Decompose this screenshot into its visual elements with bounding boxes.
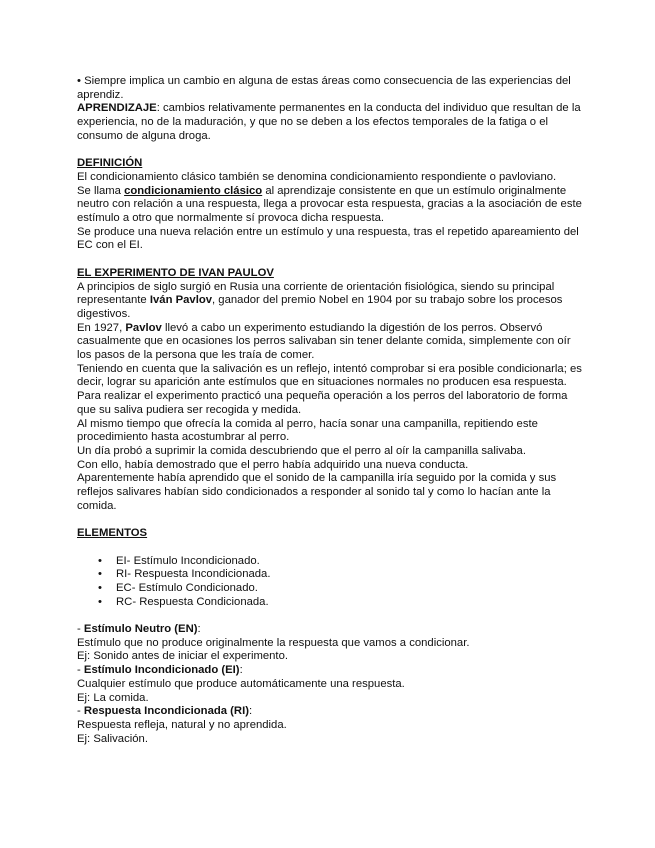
experimento-paragraph-4: Para realizar el experimento practicó una pequeña operación a los perros del laboratorio de forma que su saliva pudiera ser recogida y medida.	[77, 390, 568, 416]
definicion-p2-post: al aprendizaje consistente en que un estímulo originalmente neutro con relación a una respuesta, llega a provocar esta respuesta, gracias a la asociación de este estímulo a otro que normalmente sí provoca dicha respuesta.	[77, 184, 582, 225]
elementos-list	[77, 555, 585, 610]
list-item: • EC- Estímulo Condicionado.	[77, 582, 585, 596]
experimento-paragraph-2	[77, 322, 585, 363]
definition-term-line	[77, 705, 585, 719]
experimento-paragraph-7: Con ello, había demostrado que el perro había adquirido una nueva conducta.	[77, 458, 469, 471]
colon: :	[239, 664, 243, 677]
experimento-p2-pre: En 1927,	[77, 321, 126, 334]
definition-description: Estímulo que no produce originalmente la respuesta que vamos a condicionar.	[77, 636, 470, 649]
definicion-p2-pre: Se llama	[77, 184, 125, 197]
definicion-paragraph-2	[77, 185, 585, 226]
condicionamiento-clasico-term: condicionamiento clásico	[124, 184, 263, 197]
experimento-p1-pre: A principios de siglo surgió en Rusia una corriente de orientación fisiológica, siendo su principal representante	[77, 280, 555, 307]
list-item: • EI- Estímulo Incondicionado.	[77, 555, 585, 569]
dash: -	[77, 705, 84, 718]
experimento-paragraph-5: Al mismo tiempo que ofrecía la comida al perro, hacía sonar una campanilla, repitiendo este procedimiento hasta acostumbrar al perro.	[77, 417, 538, 444]
experimento-paragraph-3: Teniendo en cuenta que la salivación es un reflejo, intentó comprobar si era posible condicionarla; es decir, lograr su aparición ante estímulos que en situaciones normales no producen esa respuesta.	[77, 362, 582, 389]
experimento-p2-post: llevó a cabo un experimento estudiando la digestión de los perros. Observó casualmente que en ocasiones los perros salivaban sin tener delante comida, simplemente con oír los pasos de la persona que les traía de comer.	[77, 321, 571, 362]
definicion-paragraph-3: Se produce una nueva relación entre un estímulo y una respuesta, tras el repetido apareamiento del EC con el EI.	[77, 225, 579, 252]
colon: :	[197, 623, 201, 636]
dash: -	[77, 664, 84, 677]
intro-bullet-line: • Siempre implica un cambio en alguna de estas áreas como consecuencia de las experiencias del aprendiz.	[77, 75, 571, 101]
definition-term-line	[77, 623, 585, 637]
estimulo-neutro-term: Estímulo Neutro (EN)	[83, 623, 198, 636]
definition-description: Cualquier estímulo que produce automáticamente una respuesta.	[77, 677, 405, 690]
experimento-paragraph-8: Aparentemente había aprendido que el sonido de la campanilla iría seguido por la comida y sus reflejos salivares habían sido condicionados a responder al sonido tal y como lo hacían ante la comida.	[77, 472, 557, 512]
list-item: • RC- Respuesta Condicionada.	[77, 596, 585, 610]
estimulo-incondicionado-term: Estímulo Incondicionado (EI)	[83, 664, 240, 677]
experimento-p1-post: , ganador del premio Nobel en 1904 por su trabajo sobre los procesos digestivos.	[77, 294, 563, 320]
aprendizaje-term: APRENDIZAJE	[77, 102, 157, 115]
definition-example: Ej: La comida.	[77, 691, 149, 704]
experimento-paragraph-1	[77, 281, 585, 322]
experimento-heading: EL EXPERIMENTO DE IVAN PAULOV	[77, 266, 274, 279]
definition-example: Ej: Salivación.	[77, 732, 148, 745]
dash: -	[77, 623, 84, 636]
aprendizaje-text: : cambios relativamente permanentes en la conducta del individuo que resultan de la experiencia, no de la maduración, y que no se deben a los efectos temporales de la fatiga o el consumo de alguna droga.	[77, 102, 581, 142]
definition-example: Ej: Sonido antes de iniciar el experimento.	[77, 650, 288, 663]
ivan-pavlov-name: Iván Pavlov	[149, 294, 213, 307]
elementos-heading: ELEMENTOS	[77, 527, 148, 540]
list-item: • RI- Respuesta Incondicionada.	[77, 568, 585, 582]
aprendizaje-definition	[77, 102, 585, 143]
definition-term-line	[77, 664, 585, 678]
definicion-heading: DEFINICIÓN	[77, 157, 143, 170]
experimento-paragraph-6: Un día probó a suprimir la comida descubriendo que el perro al oír la campanilla salivaba.	[77, 444, 526, 457]
respuesta-incondicionada-term: Respuesta Incondicionada (RI)	[83, 705, 249, 718]
definition-description: Respuesta refleja, natural y no aprendida.	[77, 718, 287, 731]
pavlov-name: Pavlov	[125, 321, 162, 334]
definicion-paragraph-1: El condicionamiento clásico también se denomina condicionamiento respondiente o pavloviano.	[77, 170, 557, 183]
colon: :	[249, 705, 253, 718]
